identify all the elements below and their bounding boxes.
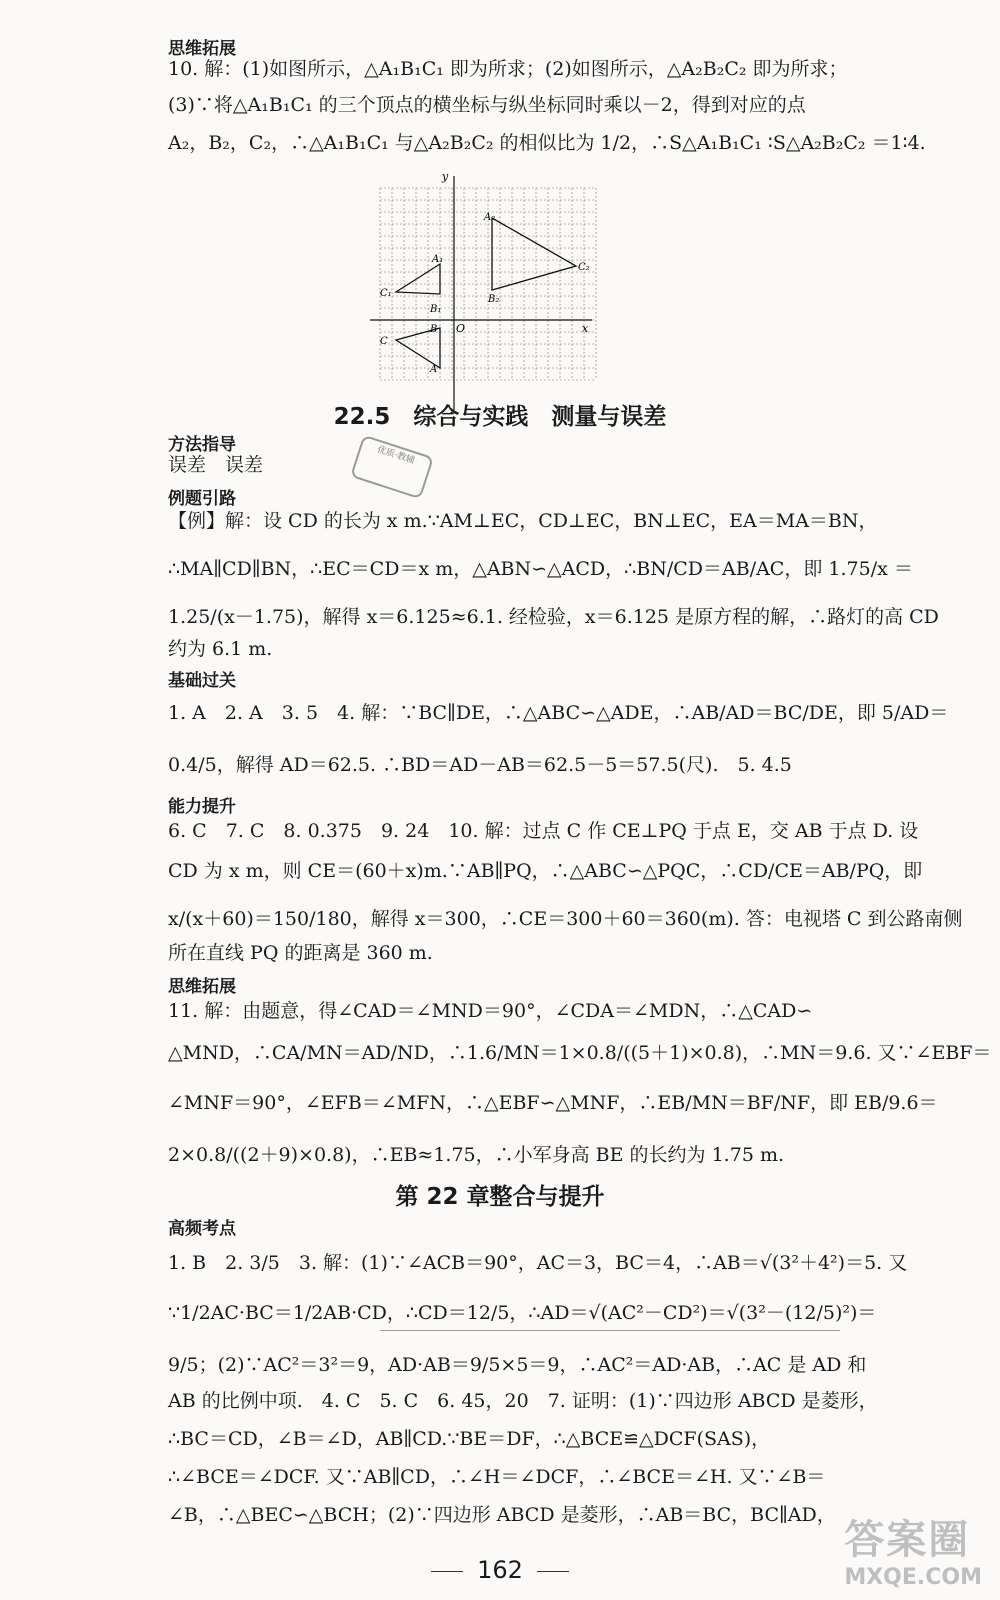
text-line: AB 的比例中项. 4. C 5. C 6. 45，20 7. 证明：(1)∵四边形 ABCD 是菱形， [168,1390,878,1412]
section-heading: 基础过关 [168,671,236,691]
point-label: C₁ [380,288,392,299]
section-heading: 高频考点 [168,1219,236,1239]
text-line: 6. C 7. C 8. 0.375 9. 24 10. 解：过点 C 作 CE⊥PQ 于点 E，交 AB 于点 D. 设 [168,820,919,842]
section-heading: 思维拓展 [168,977,236,997]
text-line: (3)∵将△A₁B₁C₁ 的三个顶点的横坐标与纵坐标同时乘以－2，得到对应的点 [168,94,806,116]
text-line: x/(x＋60)＝150/180，解得 x＝300，∴CE＝300＋60＝360(m). 答：电视塔 C 到公路南侧 [168,908,963,930]
coordinate-grid-figure [370,172,600,412]
point-label: B₁ [430,304,442,315]
point-label: C₂ [578,262,590,273]
section-heading: 方法指导 [168,435,236,455]
point-label: A₁ [432,254,444,265]
point-label: A [430,364,438,375]
axis-label-y: y [442,172,449,183]
text-line: 1.25/(x－1.75)，解得 x＝6.125≈6.1. 经检验，x＝6.125 是原方程的解，∴路灯的高 CD [168,606,939,628]
watermark-logo: 答案圈 MXQE.COM [844,1517,982,1590]
text-line: ∴MA∥CD∥BN，∴EC＝CD＝x m，△ABN∽△ACD，∴BN/CD＝AB/AC，即 1.75/x ＝ [168,558,913,580]
section-heading: 能力提升 [168,797,236,817]
text-line: 误差 误差 [168,454,264,476]
point-label: B₂ [488,294,500,305]
text-line: 【例】解：设 CD 的长为 x m.∵AM⊥EC，CD⊥EC，BN⊥EC，EA＝MA＝BN， [168,510,878,532]
section-title: 22.5 综合与实践 测量与误差 [333,404,667,430]
point-label: B [430,324,438,335]
text-line: A₂，B₂，C₂，∴△A₁B₁C₁ 与△A₂B₂C₂ 的相似比为 1/2，∴S△A₁B₁C₁ ∶S△A₂B₂C₂ ＝1∶4. [168,132,926,154]
text-line: ∴BC＝CD，∠B＝∠D，AB∥CD.∵BE＝DF，∴△BCE≌△DCF(SAS)， [168,1428,771,1450]
section-heading: 例题引路 [168,489,236,509]
text-line: ∠MNF＝90°，∠EFB＝∠MFN，∴△EBF∽△MNF，∴EB/MN＝BF/NF，即 EB/9.6＝ [168,1092,938,1114]
text-line: 2×0.8/((2＋9)×0.8)，∴EB≈1.75，∴小军身高 BE 的长约为 1.75 m. [168,1144,784,1166]
text-line: 10. 解：(1)如图所示，△A₁B₁C₁ 即为所求；(2)如图所示，△A₂B₂C₂ 即为所求； [168,58,848,80]
text-line: ∴∠BCE＝∠DCF. 又∵AB∥CD，∴∠H＝∠DCF，∴∠BCE＝∠H. 又∵∠B＝ [168,1466,826,1488]
section-heading: 思维拓展 [168,39,236,59]
point-label: C [380,336,388,347]
text-line: △MND，∴CA/MN＝AD/ND，∴1.6/MN＝1×0.8/((5＋1)×0.8)，∴MN＝9.6. 又∵∠EBF＝ [168,1042,992,1064]
divider [380,1330,840,1331]
stamp-seal: 优质·教辅 [350,435,434,500]
chapter-title: 第 22 章整合与提升 [395,1184,605,1210]
text-line: CD 为 x m，则 CE＝(60＋x)m.∵AB∥PQ，∴△ABC∽△PQC，∴CD/CE＝AB/PQ，即 [168,860,923,882]
text-line: 1. B 2. 3/5 3. 解：(1)∵∠ACB＝90°，AC＝3，BC＝4，∴AB＝√(3²＋4²)＝5. 又 [168,1252,908,1274]
origin-label: O [456,322,466,335]
page-number: 162 [0,1556,1000,1584]
text-line: 11. 解：由题意，得∠CAD＝∠MND＝90°，∠CDA＝∠MDN，∴△CAD∽ [168,1000,813,1022]
text-line: 1. A 2. A 3. 5 4. 解：∵BC∥DE，∴△ABC∽△ADE，∴AB/AD＝BC/DE，即 5/AD＝ [168,702,949,724]
text-line: ∵1/2AC·BC＝1/2AB·CD，∴CD＝12/5，∴AD＝√(AC²－CD²)＝√(3²－(12/5)²)＝ [168,1302,877,1324]
text-line: 0.4/5，解得 AD＝62.5. ∴BD＝AD－AB＝62.5－5＝57.5(尺). 5. 4.5 [168,754,792,776]
text-line: 所在直线 PQ 的距离是 360 m. [168,942,433,964]
point-label: A₂ [484,212,496,223]
text-line: 9/5；(2)∵AC²＝3²＝9，AD·AB＝9/5×5＝9，∴AC²＝AD·AB，∴AC 是 AD 和 [168,1354,867,1376]
text-line: ∠B，∴△BEC∽△BCH；(2)∵四边形 ABCD 是菱形，∴AB＝BC，BC∥AD， [168,1504,836,1526]
axis-label-x: x [582,322,589,335]
text-line: 约为 6.1 m. [168,638,273,660]
